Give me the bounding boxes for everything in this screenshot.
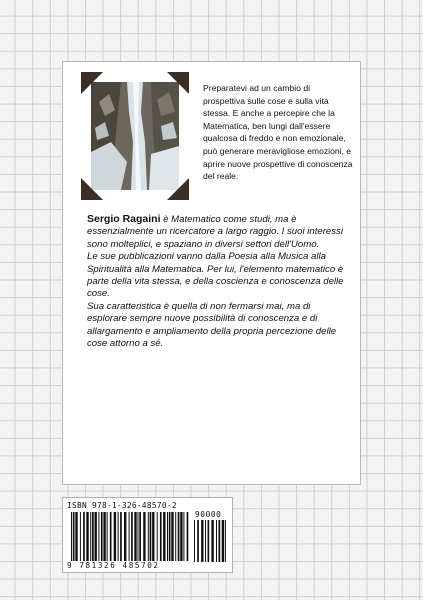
barcode-bar (211, 520, 213, 562)
author-bio (87, 213, 353, 350)
barcode-bar (160, 512, 162, 562)
isbn-barcode (62, 497, 233, 573)
barcode-bar (175, 512, 176, 562)
barcode-bar (114, 512, 116, 562)
barcode-bar (107, 512, 108, 562)
photo-corner-bottom-right (167, 178, 189, 200)
price-code: 90000 (195, 510, 222, 519)
barcode-bar (194, 520, 195, 562)
barcode-bar (201, 520, 203, 562)
barcode-bar (178, 512, 180, 562)
bio-first-paragraph (87, 213, 353, 251)
author-name: Sergio Ragaini (87, 213, 161, 225)
barcode-bar (92, 512, 94, 562)
barcode-bar (197, 520, 199, 562)
barcode-bar (171, 512, 173, 562)
barcode-bar (180, 512, 182, 562)
barcode-bar (225, 520, 226, 562)
barcode-bar (80, 512, 81, 562)
barcode-bar (90, 512, 91, 562)
barcode-bar (205, 520, 206, 562)
barcode-bar (143, 512, 145, 562)
blurb-text: Preparatevi ad un cambio di prospettiva sulle cose e sulla vita stessa. E anche a percepire che la Matematica, ben lungi dall'essere qualcosa di freddo e non emozionale, può generare meravigliose emozioni, e aprire nuove prospettive di conoscenza del reale. (203, 83, 353, 182)
barcode-bar (118, 512, 119, 562)
bio-intro: è Matematico come studi, ma è essenzialmente un ricercatore a largo raggio. I suoi interessi sono molteplici, e spaziano in diversi settori dell'Uomo. (87, 214, 343, 250)
barcode-bar (139, 512, 141, 562)
photo-corner-bottom-left (81, 178, 103, 200)
barcode-bar (73, 512, 75, 562)
barcode-bar (167, 512, 168, 562)
barcode-bar (148, 512, 149, 562)
barcode-bar (75, 512, 77, 562)
barcode-bar (98, 512, 99, 562)
barcode-bar (138, 512, 139, 562)
photo-corner-top-right (167, 72, 189, 94)
photo-frame (81, 72, 189, 200)
barcode-bar (103, 512, 105, 562)
barcode-bar (120, 512, 122, 562)
barcode-bar (152, 512, 154, 562)
barcode-bar (150, 512, 152, 562)
barcode-bar (157, 512, 158, 562)
barcode-bar (183, 512, 184, 562)
barcode-bar (110, 512, 112, 562)
barcode-bar (208, 520, 210, 562)
barcode-bar (83, 512, 85, 562)
barcode-bar (222, 520, 224, 562)
barcode-bar (216, 520, 217, 562)
bio-second-paragraph: Le sue pubblicazioni vanno dalla Poesia alla Musica alla Spiritualità alla Matematica. Per lui, l'elemento matematico è parte della vita stessa, e della coscienza e conoscenza delle cose. (87, 251, 344, 300)
ean-barcode-bars (71, 512, 189, 562)
barcode-bar (71, 512, 72, 562)
barcode-bar (86, 512, 88, 562)
waterfall-image (91, 82, 179, 190)
barcode-bar (163, 512, 165, 562)
waterfall-photo (91, 82, 179, 190)
price-addon-bars (194, 520, 227, 562)
isbn-number: ISBN 978-1-326-48570-2 (67, 501, 177, 510)
ean-digits: 9 781326 485702 (67, 561, 191, 570)
barcode-bar (169, 512, 171, 562)
barcode-bar (124, 512, 126, 562)
barcode-bar (219, 520, 221, 562)
barcode-bar (101, 512, 103, 562)
barcode-bar (95, 512, 97, 562)
photo-corner-top-left (81, 72, 103, 94)
barcode-bar (131, 512, 133, 562)
barcode-bar (134, 512, 136, 562)
bio-third-paragraph: Sua caratteristica è quella di non fermarsi mai, ma di esplorare sempre nuove possibilità di conoscenza e di allargamento e ampliamento della propria percezione delle cose attorno a sé. (87, 300, 337, 350)
barcode-bar (187, 512, 189, 562)
barcode-bar (129, 512, 130, 562)
cover-text-panel (62, 61, 361, 485)
